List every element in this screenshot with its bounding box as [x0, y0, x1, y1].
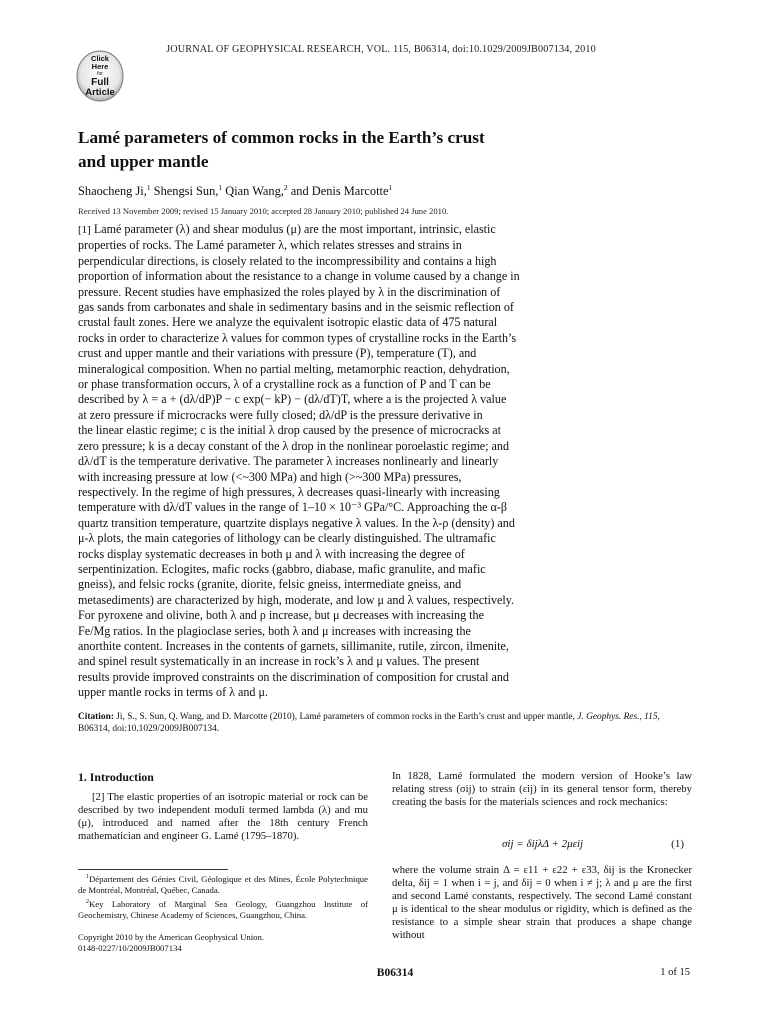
abstract-line: the linear elastic regime; c is the initial λ drop caused by the presence of microcracks at — [78, 423, 501, 438]
abstract-line: at zero pressure if microcracks were fully closed; dλ/dP is the pressure derivative in — [78, 407, 483, 422]
full-article-badge-icon — [76, 50, 124, 102]
full-article-logo[interactable] — [76, 50, 124, 102]
abstract-line: For pyroxene and olivine, both λ and ρ increase, but μ decreases with increasing the — [78, 608, 484, 623]
title-line-1: Lamé parameters of common rocks in the Earth’s crust — [78, 128, 485, 147]
footnote: $^1$Département des Génies Civil, Géologique et des Mines, École Polytechnique de Montréal, Montréal, Québec, Canada. — [78, 873, 368, 896]
abstract-line: quartz transition temperature, quartzite displays negative λ values. In the λ-ρ (density) and — [78, 515, 515, 530]
abstract-line: anorthite content. Increases in the contents of garnets, sillimanite, rutile, zircon, ilmenite, — [78, 638, 509, 653]
equation-body: σij = δijλΔ + 2μεij — [502, 838, 584, 850]
logo-text-3: for — [97, 71, 103, 77]
author-name: Shaocheng Ji, — [78, 184, 147, 199]
abstract-line: [1] Lamé parameter (λ) and shear modulus (μ) are the most important, intrinsic, elastic — [78, 222, 496, 236]
abstract-line: zero pressure; k is a decay constant of the λ drop in the nonlinear poroelastic regime; and — [78, 438, 510, 453]
footnote-divider — [78, 869, 228, 870]
abstract-line: proportion of information about the resistance to a change in volume caused by a change in — [78, 269, 520, 284]
abstract-line: pressure. Recent studies have emphasized the roles played by λ in the discrimination of — [78, 284, 501, 299]
citation — [78, 711, 690, 736]
paragraph-number: [1] — [78, 224, 91, 236]
issn-line: 0148-0227/10/2009JB007134 — [78, 942, 182, 953]
body-paragraph: In 1828, Lamé formulated the modern version of Hooke’s law relating stress (σij) to strain (εij) in its general tensor form, thereby creating the basis for the materials sciences and rock mechanics: — [392, 770, 692, 808]
journal-header: JOURNAL OF GEOPHYSICAL RESEARCH, VOL. 115, B06314, doi:10.1029/2009JB007134, 2010 — [166, 44, 596, 55]
affiliation-mark: 1 — [388, 183, 393, 192]
logo-text-5: Article — [85, 87, 115, 98]
right-column-continued — [392, 864, 692, 941]
abstract — [78, 222, 548, 701]
author-name: and Denis Marcotte — [287, 184, 389, 199]
abstract-line: crust and upper mantle and their variations with pressure (P), temperature (T), and — [78, 346, 477, 361]
copyright-notice — [78, 932, 368, 954]
abstract-line: dλ/dT is the temperature derivative. The parameter λ increases nonlinearly and linearly — [78, 454, 499, 469]
abstract-line: or phase transformation occurs, λ of a crystalline rock as a function of P and T can be — [78, 377, 491, 392]
affiliation-mark: 1 — [218, 183, 223, 192]
paper-title — [78, 126, 698, 174]
citation-text: Ji, S., S. Sun, Q. Wang, and D. Marcotte (2010), Lamé parameters of common rocks in the Earth’s crust and upper — [116, 712, 545, 722]
citation-text: B06314, doi:10.1029/2009JB007134. — [78, 724, 220, 735]
abstract-line: metasediments) are characterized by high, moderate, and low μ and λ values, respectively. — [78, 592, 515, 607]
affiliation-mark: 1 — [146, 183, 151, 192]
title-line-2: and upper mantle — [78, 152, 209, 171]
abstract-line: properties of rocks. The Lamé parameter λ, which relates stresses and strains in — [78, 238, 462, 253]
page-number: 1 of 15 — [660, 967, 690, 978]
logo-text-4: Full — [91, 77, 109, 88]
abstract-line: rocks in order to characterize λ values for common types of crystalline rocks in the Earth’s — [78, 330, 517, 345]
abstract-line: with increasing pressure at low (<~300 MPa) and high (>~300 MPa) pressures, — [78, 469, 462, 484]
body-paragraph: where the volume strain Δ = ε11 + ε22 + ε33, δij is the Kronecker delta, δij = 1 when i = j, and δij = 0 when i ≠ j; λ and μ are the first and second Lamé constants, respectively. The second Lamé constant μ is identical to the shear modulus or rigidity, which is defined as the resistance to a simple shear strain that produces a shape change without — [392, 864, 692, 941]
abstract-line: serpentinization. Eclogites, mafic rocks (gabbro, diabase, mafic granulite, and mafic — [78, 561, 486, 576]
author-name: Qian Wang, — [222, 184, 284, 199]
citation-label: Citation: — [78, 712, 114, 722]
abstract-line: rocks display systematic decreases in both μ and λ with increasing the degree of — [78, 546, 465, 561]
abstract-line: upper mantle rocks in terms of λ and μ. — [78, 685, 269, 700]
abstract-line: results provide improved constraints on the discrimination of composition for crustal and — [78, 669, 509, 684]
received-dates: Received 13 November 2009; revised 15 January 2010; accepted 28 January 2010; published 24 June 2010. — [78, 206, 449, 216]
logo-text-2: Here — [91, 62, 109, 71]
abstract-line: gas sands from carbonates and shale in sedimentary basins and in the seismic reflection of — [78, 300, 514, 315]
abstract-line: mineralogical composition. When no partial melting, metamorphic reaction, dehydration, — [78, 361, 510, 376]
abstract-line: perpendicular directions, is closely related to the incompressibility and contains a high — [78, 253, 497, 268]
abstract-line: described by λ = a + (dλ/dP)P − c exp(− kP) − (dλ/dT)T, where a is the projected λ value — [78, 392, 507, 407]
body-paragraph: [2] The elastic properties of an isotropic material or rock can be described by two independent moduli termed lambda (λ) and mu (μ), introduced and named after the 18th century French mathematician and engineer G. Lamé (1795–1870). — [78, 791, 368, 842]
affiliation-mark: 2 — [283, 183, 288, 192]
logo-text-1: Click — [91, 54, 109, 63]
section-heading: 1. Introduction — [78, 770, 154, 784]
right-column — [392, 770, 692, 809]
equation-number: (1) — [671, 838, 684, 850]
abstract-line: crustal fault zones. Here we analyze the equivalent isotropic elastic data of 475 natural — [78, 315, 498, 330]
author-name: Shengsi Sun, — [150, 184, 219, 199]
left-column — [78, 770, 368, 843]
footnote: $^2$Key Laboratory of Marginal Sea Geology, Guangzhou Institute of Geochemistry, Chinese Academy of Sciences, Guangzhou, China. — [78, 898, 368, 920]
abstract-line: and spinel result systematically in an increase in rock’s λ and μ values. The present — [78, 654, 480, 669]
abstract-line: Fe/Mg ratios. In the plagioclase series, both λ and μ increases with increasing the — [78, 623, 471, 638]
footnotes — [78, 872, 368, 921]
equation-1 — [392, 838, 692, 856]
abstract-line: gneiss), and felsic rocks (granite, diorite, felsic gneiss, intermediate gneiss, and — [78, 577, 462, 592]
article-id: B06314 — [376, 967, 414, 979]
abstract-line: temperature with dλ/dT values in the range of 1–10 × 10⁻³ GPa/°C. Approaching the α-β — [78, 500, 508, 515]
author-list — [78, 180, 698, 199]
citation-text: mantle, — [547, 712, 578, 722]
abstract-line: respectively. In the regime of high pressures, λ decreases quasi-linearly with increasing — [78, 484, 500, 499]
citation-journal: J. Geophys. Res., 115, — [577, 712, 660, 722]
abstract-line: μ-λ plots, the main categories of lithology can be clearly distinguished. The ultramafic — [78, 531, 496, 546]
copyright-line: Copyright 2010 by the American Geophysical Union. — [78, 932, 265, 942]
